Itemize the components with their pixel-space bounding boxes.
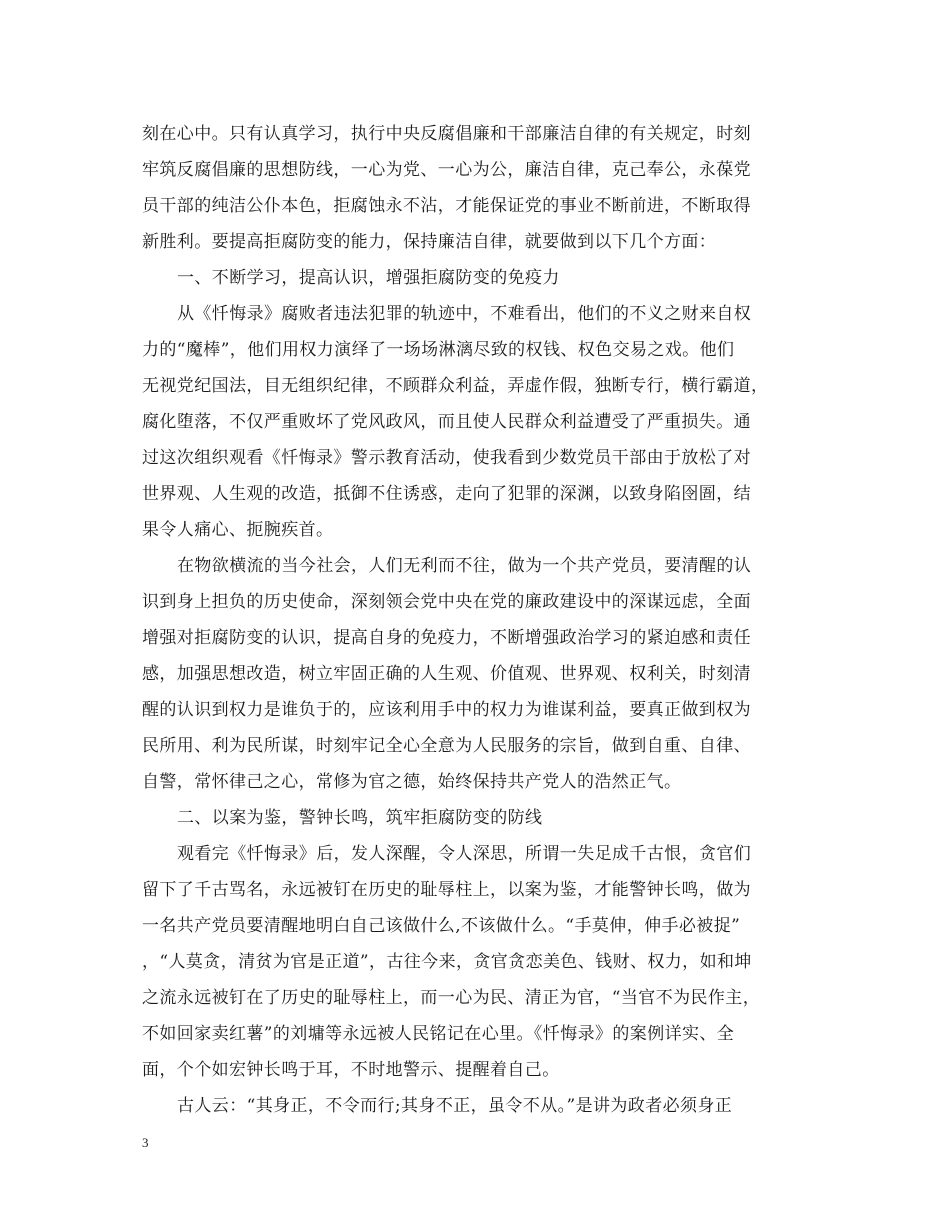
- body-text: [142, 116, 812, 1124]
- text-line: 留下了千古骂名，永远被钉在历史的耻辱柱上，以案为鉴，才能警钟长鸣，做为: [142, 880, 751, 900]
- text-line: 世界观、人生观的改造，抵御不住诱惑，走向了犯罪的深渊，以致身陷囹圄，结: [142, 484, 751, 504]
- text-line: 观看完《忏悔录》后，发人深醒，令人深思，所谓一失足成千古恨，贪官们: [177, 844, 752, 864]
- text-line: 腐化堕落，不仅严重败坏了党风政风，而且使人民群众利益遭受了严重损失。通: [142, 412, 751, 432]
- page-number: 3: [142, 1135, 149, 1150]
- text-line: 醒的认识到权力是谁负于的，应该利用手中的权力为谁谋利益，要真正做到权为: [142, 700, 751, 720]
- text-line: 从《忏悔录》腐败者违法犯罪的轨迹中，不难看出，他们的不义之财来自权: [177, 304, 752, 324]
- text-line: 过这次组织观看《忏悔录》警示教育活动，使我看到少数党员干部由于放松了对: [142, 448, 751, 468]
- text-line: 民所用、利为民所谋，时刻牢记全心全意为人民服务的宗旨，做到自重、自律、: [142, 736, 751, 756]
- text-line: 自警，常怀律己之心，常修为官之德，始终保持共产党人的浩然正气。: [142, 772, 682, 792]
- text-line: 之流永远被钉在了历史的耻辱柱上，而一心为民、清正为官，“当官不为民作主，: [142, 988, 761, 1008]
- text-line: 牢筑反腐倡廉的思想防线，一心为党、一心为公，廉洁自律，克己奉公，永葆党: [142, 160, 751, 180]
- text-line: 古人云：“其身正，不令而行;其身不正，虽令不从。”是讲为政者必须身正: [177, 1096, 733, 1116]
- text-line: 面，个个如宏钟长鸣于耳，不时地警示、提醒着自己。: [142, 1060, 560, 1080]
- text-line: 力的“魔棒”，他们用权力演绎了一场场淋漓尽致的权钱、权色交易之戏。他们: [142, 340, 735, 360]
- text-line: ，“人莫贪，清贫为官是正道”，古往今来，贪官贪恋美色、钱财、权力，如和坤: [142, 952, 752, 972]
- text-line: 无视党纪国法，目无组织纪律，不顾群众利益，弄虚作假，独断专行，横行霸道，: [142, 376, 769, 396]
- text-line: 识到身上担负的历史使命，深刻领会党中央在党的廉政建设中的深谋远虑，全面: [142, 592, 751, 612]
- text-line: 一名共产党员要清醒地明白自己该做什么,不该做什么。“手莫伸，伸手必被捉”: [142, 916, 741, 936]
- text-line: 新胜利。要提高拒腐防变的能力，保持廉洁自律，就要做到以下几个方面：: [142, 232, 717, 252]
- text-line: 感，加强思想改造，树立牢固正确的人生观、价值观、世界观、权利关，时刻清: [142, 664, 751, 684]
- text-line: 增强对拒腐防变的认识，提高自身的免疫力，不断增强政治学习的紧迫感和责任: [142, 628, 751, 648]
- text-line: 二、以案为鉴，警钟长鸣，筑牢拒腐防变的防线: [177, 808, 543, 828]
- text-line: 不如回家卖红薯”的刘墉等永远被人民铭记在心里。《忏悔录》的案例详实、全: [142, 1024, 735, 1044]
- text-line: 刻在心中。只有认真学习，执行中央反腐倡廉和干部廉洁自律的有关规定，时刻: [142, 124, 751, 144]
- text-line: 果令人痛心、扼腕疾首。: [142, 520, 334, 540]
- text-line: 员干部的纯洁公仆本色，拒腐蚀永不沾，才能保证党的事业不断前进，不断取得: [142, 196, 751, 216]
- text-line: 在物欲横流的当今社会，人们无利而不往，做为一个共产党员，要清醒的认: [177, 556, 752, 576]
- text-line: 一、不断学习，提高认识，增强拒腐防变的免疫力: [177, 268, 560, 288]
